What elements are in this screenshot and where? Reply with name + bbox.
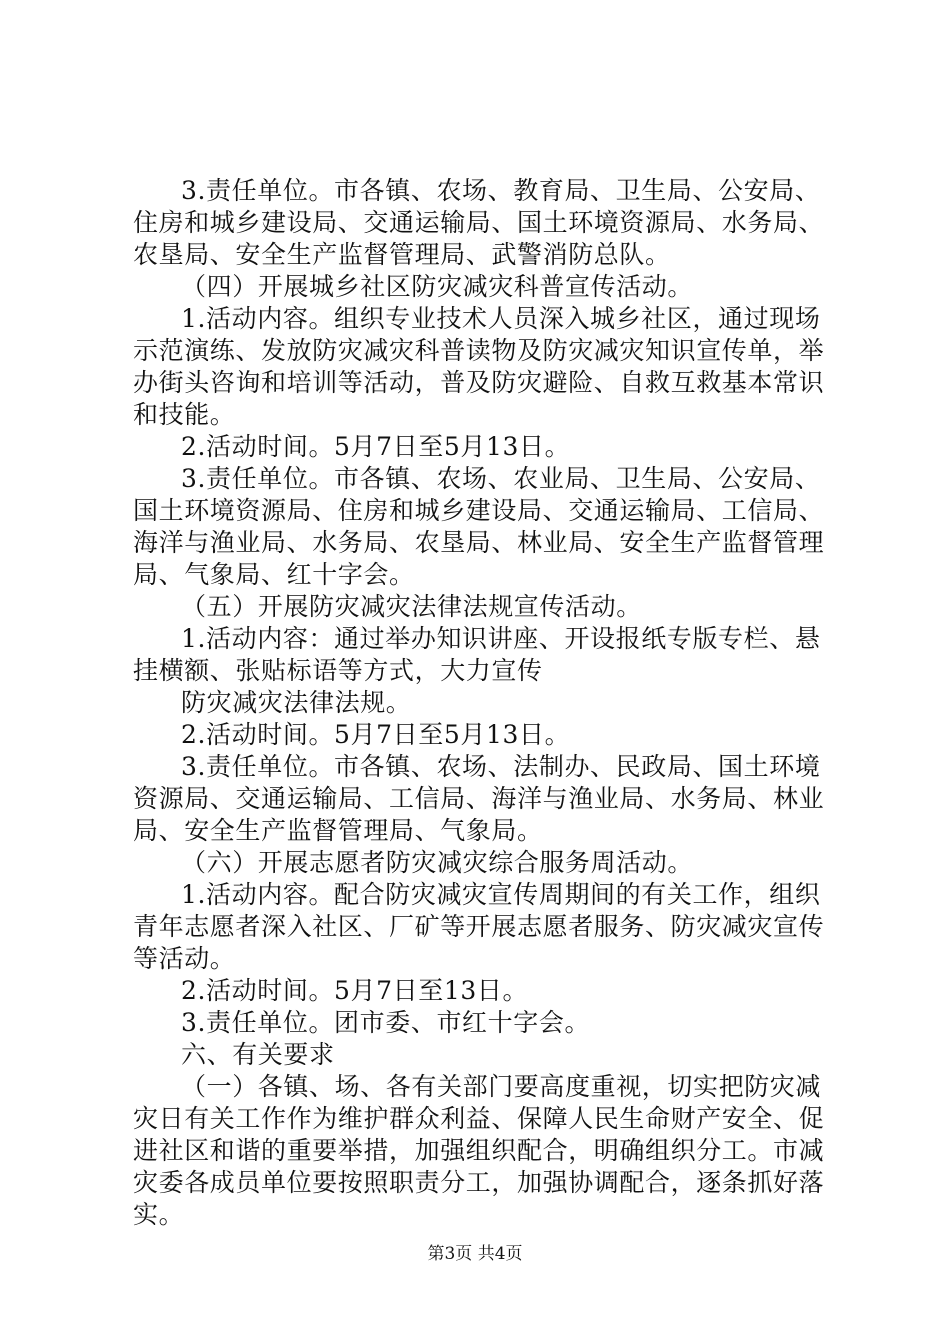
paragraph-line: 1.活动内容。组织专业技术人员深入城乡社区，通过现场	[181, 304, 821, 333]
paragraph-line: 实。	[133, 1200, 185, 1229]
paragraph-line: 海洋与渔业局、水务局、农垦局、林业局、安全生产监督管理	[133, 528, 825, 557]
paragraph-line: 进社区和谐的重要举措，加强组织配合，明确组织分工。市减	[133, 1136, 825, 1165]
paragraph-line: 农垦局、安全生产监督管理局、武警消防总队。	[133, 240, 671, 269]
paragraph-line: 2.活动时间。5月7日至5月13日。	[181, 720, 571, 749]
paragraph-line: 局、气象局、红十字会。	[133, 560, 415, 589]
paragraph-line: 挂横额、张贴标语等方式，大力宣传	[133, 656, 543, 685]
paragraph-line: 等活动。	[133, 944, 236, 973]
paragraph-line: 灾日有关工作作为维护群众利益、保障人民生命财产安全、促	[133, 1104, 825, 1133]
paragraph-line: （一）各镇、场、各有关部门要高度重视，切实把防灾减	[181, 1072, 822, 1101]
paragraph-line: 和技能。	[133, 400, 236, 429]
paragraph-line: 灾委各成员单位要按照职责分工，加强协调配合，逐条抓好落	[133, 1168, 825, 1197]
document-body	[133, 175, 833, 1231]
page-number-footer: 第3页 共4页	[427, 1244, 523, 1264]
paragraph-line: 2.活动时间。5月7日至13日。	[181, 976, 529, 1005]
paragraph-line: 3.责任单位。团市委、市红十字会。	[181, 1008, 591, 1037]
section-heading: （四）开展城乡社区防灾减灾科普宣传活动。	[181, 272, 694, 301]
paragraph-line: 3.责任单位。市各镇、农场、教育局、卫生局、公安局、	[181, 176, 821, 205]
paragraph-line: 住房和城乡建设局、交通运输局、国土环境资源局、水务局、	[133, 208, 825, 237]
paragraph-line: 2.活动时间。5月7日至5月13日。	[181, 432, 571, 461]
paragraph-line: 示范演练、发放防灾减灾科普读物及防灾减灾知识宣传单，举	[133, 336, 825, 365]
paragraph-line: 3.责任单位。市各镇、农场、法制办、民政局、国土环境	[181, 752, 821, 781]
section-heading: 六、有关要求	[181, 1040, 335, 1069]
paragraph-line: 资源局、交通运输局、工信局、海洋与渔业局、水务局、林业	[133, 784, 825, 813]
paragraph-line: 3.责任单位。市各镇、农场、农业局、卫生局、公安局、	[181, 464, 821, 493]
paragraph-line: 1.活动内容。配合防灾减灾宣传周期间的有关工作，组织	[181, 880, 821, 909]
paragraph-line: 办街头咨询和培训等活动，普及防灾避险、自救互救基本常识	[133, 368, 825, 397]
paragraph-line: 防灾减灾法律法规。	[181, 688, 412, 717]
paragraph-line: 国土环境资源局、住房和城乡建设局、交通运输局、工信局、	[133, 496, 825, 525]
paragraph-line: 局、安全生产监督管理局、气象局。	[133, 816, 543, 845]
paragraph-line: 1.活动内容：通过举办知识讲座、开设报纸专版专栏、悬	[181, 624, 821, 653]
paragraph-line: 青年志愿者深入社区、厂矿等开展志愿者服务、防灾减灾宣传	[133, 912, 825, 941]
section-heading: （五）开展防灾减灾法律法规宣传活动。	[181, 592, 642, 621]
section-heading: （六）开展志愿者防灾减灾综合服务周活动。	[181, 848, 694, 877]
